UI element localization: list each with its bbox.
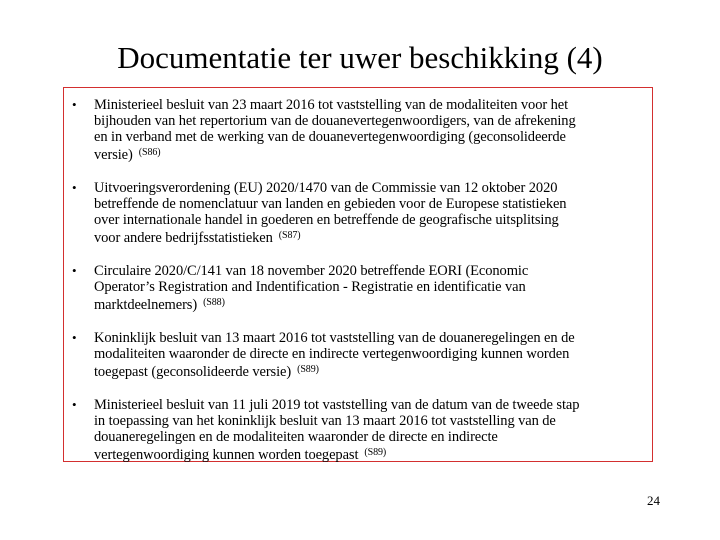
reference-code: (S89) <box>297 364 319 375</box>
list-item <box>72 97 642 163</box>
item-line: Koninklijk besluit van 13 maart 2016 tot vaststelling van de douaneregelingen en de <box>94 330 575 346</box>
bullet-icon: • <box>72 330 77 345</box>
bullet-icon: • <box>72 97 77 112</box>
item-line: Ministerieel besluit van 11 juli 2019 tot vaststelling van de datum van de tweede stap <box>94 397 580 413</box>
reference-code: (S89) <box>364 447 387 458</box>
item-line: vertegenwoordiging kunnen worden toegepast <box>94 447 359 463</box>
page-number: 24 <box>647 493 660 508</box>
item-line: marktdeelnemers) <box>94 297 198 313</box>
item-line: over internationale handel in goederen en betreffende de geografische uitsplitsing <box>94 212 559 228</box>
item-text <box>94 97 576 163</box>
item-line: in toepassing van het koninklijk besluit van 13 maart 2016 tot vaststelling van de <box>94 413 556 429</box>
item-text <box>94 397 579 463</box>
reference-code: (S87) <box>278 230 301 241</box>
list-item <box>72 263 642 313</box>
reference-code: (S86) <box>138 147 161 158</box>
reference-code: (S88) <box>203 297 225 308</box>
slide-title: Documentatie ter uwer beschikking (4) <box>117 40 603 75</box>
item-line: douaneregelingen en de modaliteiten waaronder de directe en indirecte <box>94 429 498 445</box>
item-line: Ministerieel besluit van 23 maart 2016 tot vaststelling van de modaliteiten voor het <box>94 97 569 113</box>
list-item <box>72 397 642 463</box>
item-line: en in verband met de werking van de douanevertegenwoordiging (geconsolideerde <box>94 129 566 145</box>
item-line: voor andere bedrijfsstatistieken <box>94 230 273 246</box>
item-text <box>94 330 575 380</box>
item-text <box>94 263 528 313</box>
bullet-icon: • <box>72 397 77 412</box>
bullet-icon: • <box>72 263 77 278</box>
list-item <box>72 330 642 380</box>
list-item <box>72 180 642 246</box>
item-line: bijhouden van het repertorium van de douanevertegenwoordigers, van de afrekening <box>94 113 576 129</box>
item-line: Operator’s Registration and Indentification - Registratie en identificatie van <box>94 279 526 295</box>
item-line: Uitvoeringsverordening (EU) 2020/1470 van de Commissie van 12 oktober 2020 <box>94 180 558 196</box>
item-line: modaliteiten waaronder de directe en indirecte vertegenwoordiging kunnen worden <box>94 346 570 362</box>
bullet-icon: • <box>72 180 77 195</box>
content-box <box>63 87 653 462</box>
item-line: versie) <box>94 147 133 163</box>
bullet-list <box>72 97 642 463</box>
item-text <box>94 180 566 246</box>
item-line: Circulaire 2020/C/141 van 18 november 2020 betreffende EORI (Economic <box>94 263 529 279</box>
item-line: betreffende de nomenclatuur van landen en gebieden voor de Europese statistieken <box>94 196 567 212</box>
item-line: toegepast (geconsolideerde versie) <box>94 364 292 380</box>
